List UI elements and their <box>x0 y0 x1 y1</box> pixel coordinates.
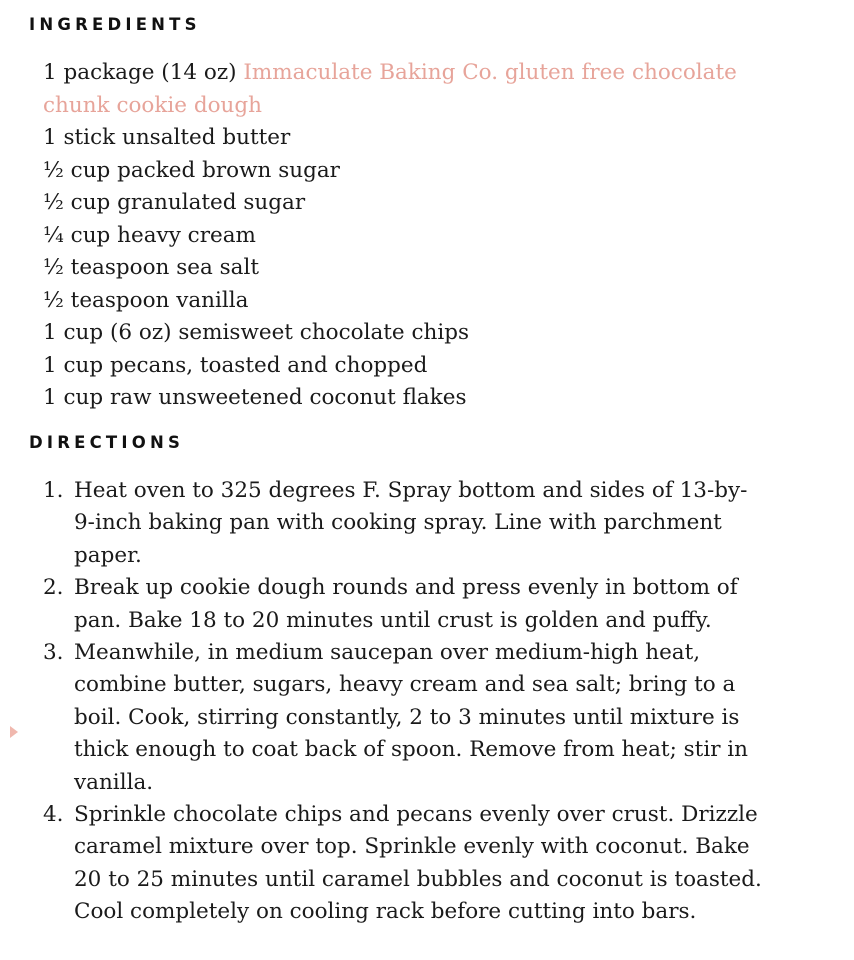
ingredient-text: 1 package (14 oz) <box>43 60 244 85</box>
step-number: 2. <box>43 575 64 601</box>
direction-step <box>43 572 765 637</box>
step-text: Sprinkle chocolate chips and pecans evenly over crust. Drizzle caramel mixture over top. Sprinkle evenly with coconut. Bake 20 to 25 minutes until caramel bubbles and coconut is toasted. Cool completely on cooling rack before cutting into bars. <box>74 802 762 925</box>
ingredient-item: ½ cup packed brown sugar <box>43 157 340 183</box>
step-text: Meanwhile, in medium saucepan over medium-high heat, combine butter, sugars, heavy cream and sea salt; bring to a boil. Cook, stirring constantly, 2 to 3 minutes until mixture is thick enough to coat back of spoon. Remove from heat; stir in vanilla. <box>74 640 749 795</box>
direction-step <box>43 799 765 929</box>
step-text: Break up cookie dough rounds and press evenly in bottom of pan. Bake 18 to 20 minutes until crust is golden and puffy. <box>74 575 738 633</box>
ingredient-item: ½ cup granulated sugar <box>43 190 306 215</box>
ingredient-item: 1 cup (6 oz) semisweet chocolate chips <box>43 320 470 345</box>
direction-step <box>43 637 765 799</box>
ingredient-item: 1 stick unsalted butter <box>43 125 291 150</box>
ingredient-item: ½ teaspoon sea salt <box>43 255 259 280</box>
ingredient-item: ½ teaspoon vanilla <box>43 287 249 313</box>
step-number: 1. <box>43 478 64 503</box>
direction-step <box>43 475 765 572</box>
ingredient-item: 1 cup pecans, toasted and chopped <box>43 352 428 378</box>
triangle-right-icon[interactable] <box>10 726 18 738</box>
cookie-dough-link[interactable]: Immaculate Baking Co. gluten free chocolate chunk cookie dough <box>43 60 737 118</box>
ingredient-item: 1 cup raw unsweetened coconut flakes <box>43 385 467 410</box>
ingredient-item <box>43 57 763 122</box>
step-number: 4. <box>43 802 64 828</box>
directions-list <box>43 475 765 929</box>
step-number: 3. <box>43 640 64 666</box>
directions-heading: DIRECTIONS <box>29 433 185 452</box>
ingredients-heading: INGREDIENTS <box>29 15 201 34</box>
ingredients-list <box>43 57 763 415</box>
ingredient-item: ¼ cup heavy cream <box>43 222 256 248</box>
step-text: Heat oven to 325 degrees F. Spray bottom and sides of 13-by-9-inch baking pan with cooking spray. Line with parchment paper. <box>74 478 748 568</box>
